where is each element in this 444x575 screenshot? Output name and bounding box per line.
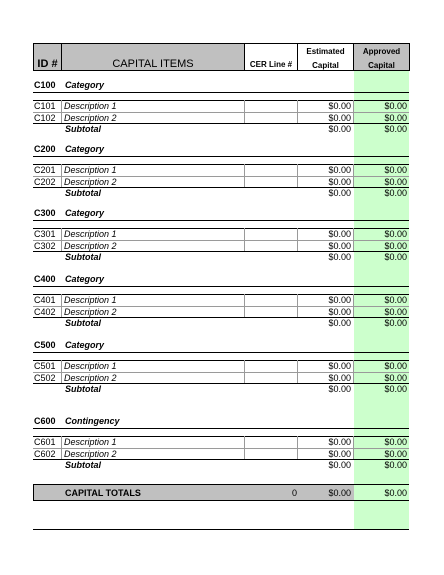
cell-divider: [61, 294, 62, 317]
row-approved[interactable]: $0.00: [384, 448, 407, 459]
row-approved[interactable]: $0.00: [384, 295, 407, 305]
header-items-label: CAPITAL ITEMS: [112, 58, 194, 70]
cell-divider: [61, 100, 62, 123]
row-estimated[interactable]: $0.00: [328, 295, 351, 305]
row-estimated[interactable]: $0.00: [328, 240, 351, 251]
row-approved[interactable]: $0.00: [384, 229, 407, 239]
row-estimated[interactable]: $0.00: [328, 372, 351, 383]
row-approved[interactable]: $0.00: [384, 112, 407, 123]
row-description[interactable]: Description 2: [64, 176, 117, 187]
cell-divider: [297, 294, 298, 317]
totals-left-border: [33, 484, 34, 500]
row-approved[interactable]: $0.00: [384, 240, 407, 251]
row-description[interactable]: Description 1: [64, 361, 117, 371]
row-estimated[interactable]: $0.00: [328, 306, 351, 317]
header-estimated-label: Estimated: [306, 47, 345, 56]
subtotal-approved: $0.00: [384, 188, 407, 198]
cell-divider: [61, 436, 62, 459]
row-description[interactable]: Description 1: [64, 295, 117, 305]
category-code: C400: [34, 274, 56, 284]
subtotal-estimated: $0.00: [328, 384, 351, 394]
category-underline: [33, 352, 409, 353]
cell-divider: [297, 100, 298, 123]
category-underline: [33, 428, 409, 429]
row-approved[interactable]: $0.00: [384, 361, 407, 371]
category-name: Category: [65, 144, 105, 154]
subtotal-label: Subtotal: [65, 318, 101, 328]
totals-label: CAPITAL TOTALS: [65, 488, 141, 498]
cell-divider: [353, 164, 354, 187]
row-id: C501: [34, 361, 56, 371]
category-underline: [33, 286, 409, 287]
cell-divider: [61, 360, 62, 383]
subtotal-approved: $0.00: [384, 124, 407, 134]
row-description[interactable]: Description 1: [64, 437, 117, 447]
category-name: Category: [65, 340, 105, 350]
row-id: C102: [34, 112, 56, 123]
cell-divider: [61, 164, 62, 187]
row-estimated[interactable]: $0.00: [328, 437, 351, 447]
row-description[interactable]: Description 2: [64, 306, 117, 317]
cell-divider: [244, 360, 245, 383]
cell-divider: [297, 228, 298, 251]
row-id: C302: [34, 240, 56, 251]
cell-divider: [297, 360, 298, 383]
totals-bottom-border: [33, 500, 409, 501]
header-id-label: ID #: [37, 58, 58, 70]
cell-divider: [297, 164, 298, 187]
category-underline: [33, 220, 409, 221]
header-approved-label: Approved: [362, 47, 401, 56]
cell-divider: [244, 228, 245, 251]
row-id: C601: [34, 437, 56, 447]
cell-divider: [353, 360, 354, 383]
row-estimated[interactable]: $0.00: [328, 361, 351, 371]
cell-divider: [61, 228, 62, 251]
row-id: C201: [34, 165, 56, 175]
cell-divider: [244, 100, 245, 123]
row-approved[interactable]: $0.00: [384, 306, 407, 317]
cell-divider: [353, 436, 354, 459]
category-code: C500: [34, 340, 56, 350]
subtotal-label: Subtotal: [65, 384, 101, 394]
category-underline: [33, 92, 409, 93]
sheet-bottom-border: [33, 529, 409, 530]
row-id: C101: [34, 101, 56, 111]
category-code: C100: [34, 80, 56, 90]
totals-approved: $0.00: [384, 488, 407, 498]
category-code: C300: [34, 208, 56, 218]
subtotal-estimated: $0.00: [328, 188, 351, 198]
cell-divider: [353, 100, 354, 123]
row-id: C602: [34, 448, 56, 459]
subtotal-label: Subtotal: [65, 252, 101, 262]
cell-divider: [244, 164, 245, 187]
row-id: C502: [34, 372, 56, 383]
row-approved[interactable]: $0.00: [384, 176, 407, 187]
category-name: Contingency: [65, 416, 120, 426]
totals-estimated: $0.00: [328, 488, 351, 498]
subtotal-label: Subtotal: [65, 460, 101, 470]
subtotal-approved: $0.00: [384, 318, 407, 328]
row-description[interactable]: Description 2: [64, 372, 117, 383]
subtotal-estimated: $0.00: [328, 252, 351, 262]
subtotal-label: Subtotal: [65, 124, 101, 134]
row-id: C401: [34, 295, 56, 305]
row-estimated[interactable]: $0.00: [328, 101, 351, 111]
row-approved[interactable]: $0.00: [384, 437, 407, 447]
row-id: C202: [34, 176, 56, 187]
row-estimated[interactable]: $0.00: [328, 448, 351, 459]
category-code: C200: [34, 144, 56, 154]
cell-divider: [353, 294, 354, 317]
subtotal-approved: $0.00: [384, 384, 407, 394]
row-approved[interactable]: $0.00: [384, 165, 407, 175]
row-id: C301: [34, 229, 56, 239]
category-name: Category: [65, 80, 105, 90]
subtotal-label: Subtotal: [65, 188, 101, 198]
cell-divider: [297, 436, 298, 459]
totals-top-border: [33, 484, 409, 485]
header-approved-label-2: Capital: [368, 61, 395, 70]
subtotal-approved: $0.00: [384, 252, 407, 262]
subtotal-approved: $0.00: [384, 460, 407, 470]
row-approved[interactable]: $0.00: [384, 101, 407, 111]
row-description[interactable]: Description 1: [64, 229, 117, 239]
row-description[interactable]: Description 2: [64, 240, 117, 251]
subtotal-estimated: $0.00: [328, 318, 351, 328]
cell-divider: [353, 228, 354, 251]
subtotal-estimated: $0.00: [328, 124, 351, 134]
category-underline: [33, 156, 409, 157]
cell-divider: [244, 294, 245, 317]
row-approved[interactable]: $0.00: [384, 372, 407, 383]
category-name: Category: [65, 274, 105, 284]
header-estimated-label-2: Capital: [312, 61, 339, 70]
row-id: C402: [34, 306, 56, 317]
row-description[interactable]: Description 2: [64, 112, 117, 123]
row-description[interactable]: Description 2: [64, 448, 117, 459]
subtotal-estimated: $0.00: [328, 460, 351, 470]
row-estimated[interactable]: $0.00: [328, 112, 351, 123]
category-name: Category: [65, 208, 105, 218]
header-cer-label: CER Line #: [249, 60, 293, 69]
row-estimated[interactable]: $0.00: [328, 176, 351, 187]
row-estimated[interactable]: $0.00: [328, 229, 351, 239]
row-estimated[interactable]: $0.00: [328, 165, 351, 175]
row-description[interactable]: Description 1: [64, 165, 117, 175]
cell-divider: [244, 436, 245, 459]
row-description[interactable]: Description 1: [64, 101, 117, 111]
header-divider: [409, 43, 410, 71]
totals-cer: 0: [291, 488, 297, 498]
category-code: C600: [34, 416, 56, 426]
